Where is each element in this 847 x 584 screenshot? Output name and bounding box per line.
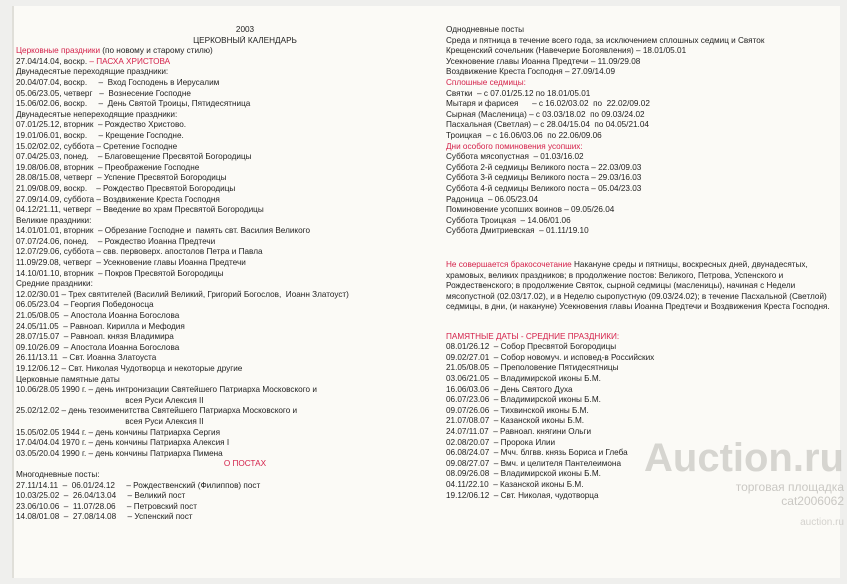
left-line	[16, 46, 434, 57]
right-line: Суббота 3-й седмицы Великого поста – 29.03/16.03	[446, 173, 642, 183]
memorial-item: 21.05/08.05 – Преполовение Пятидесятницы	[446, 363, 619, 373]
right-line: Пасхальная (Светлая) – с 28.04/15.04 по 04.05/21.04	[446, 120, 649, 130]
right-line: Сырная (Масленица) – с 03.03/18.02 по 09.03/24.02	[446, 109, 645, 119]
right-line: Мытаря и фарисея – с 16.02/03.02 по 22.02/09.02	[446, 99, 650, 109]
left-line: 28.07/15.07 – Равноап. князя Владимира	[16, 332, 174, 342]
left-line: 14.10/01.10, вторник – Покров Пресвятой Богородицы	[16, 268, 224, 278]
memorial-item: 09.02/27.01 – Собор новомуч. и исповед-в Российских	[446, 352, 655, 362]
left-line: 04.12/21.11, четверг – Введение во храм Пресвятой Богородицы	[16, 205, 264, 215]
left-line: 26.11/13.11 – Свт. Иоанна Златоуста	[16, 353, 157, 363]
left-line: 10.03/25.02 – 26.04/13.04 – Великий пост	[16, 491, 186, 501]
left-line: 07.04/25.03, понед. – Благовещение Пресвятой Богородицы	[16, 152, 252, 162]
left-line: 10.06/28.05 1990 г. – день интронизации Святейшего Патриарха Московского и	[16, 385, 317, 395]
watermark	[644, 436, 847, 530]
right-line: Святки – с 07.01/25.12 по 18.01/05.01	[446, 88, 591, 98]
left-line: 19.08/06.08, вторник – Преображение Господне	[16, 162, 200, 172]
left-line: 14.08/01.08 – 27.08/14.08 – Успенский пост	[16, 512, 193, 522]
wedding-note-text: Накануне среды и пятницы, воскресных дней, двунадесятых, храмовых, великих праздников; в продолжение постов: Великого, Петрова, Успенского и Рождественского; в продолжение Святок, сырной седмицы (масленицы), начиная с Недели мясопустной (02.03/17.02), и в Неделю сыропустную (09.03/24.02); в течение Пасхальной (Светлой) седмицы, в дни, (и накануне) Усекновения главы Иоанна Предтечи и Воздвижения Креста Господня.	[446, 260, 830, 312]
left-line: 20.04/07.04, воскр. – Вход Господень в Иерусалим	[16, 77, 220, 87]
left-line: 15.05/02.05 1944 г. – день кончины Патриарха Сергия	[16, 427, 221, 437]
year-line: 2003	[235, 25, 255, 34]
left-line: 24.05/11.05 – Равноап. Кирилла и Мефодия	[16, 321, 185, 331]
memorial-item: 08.01/26.12 – Собор Пресвятой Богородицы	[446, 342, 617, 352]
right-line: Поминовение усопших воинов – 09.05/26.04	[446, 205, 615, 215]
right-line: Крещенский сочельник (Навечерие Богоявления) – 18.01/05.01	[446, 46, 687, 56]
right-line: Однодневные посты	[446, 25, 525, 34]
left-line: всея Руси Алексия II	[16, 416, 204, 426]
memorial-item: 21.07/08.07 – Казанской иконы Б.М.	[446, 416, 585, 426]
left-line: 09.10/26.09 – Апостола Иоанна Богослова	[16, 342, 180, 352]
left-line: О ПОСТАХ	[223, 459, 267, 469]
left-column	[16, 25, 434, 523]
left-text: (по новому и старому стилю)	[100, 46, 213, 56]
left-line: 07.01/25.12, вторник – Рождество Христово.	[16, 120, 187, 130]
left-red-text: – ПАСХА ХРИСТОВА	[89, 56, 171, 66]
right-line: Усекновение главы Иоанна Предтечи – 11.09/29.08	[446, 56, 641, 66]
left-line: 15.02/02.02, суббота – Сретение Господне	[16, 141, 178, 151]
left-line: 05.06/23.05, четверг – Вознесение Господне	[16, 88, 191, 98]
left-line: 25.02/12.02 – день тезоименитства Святейшего Патриарха Московского и	[16, 406, 298, 416]
left-line: Средние праздники:	[16, 279, 93, 289]
left-line: 12.07/29.06, суббота – свв. первоверх. апостолов Петра и Павла	[16, 247, 263, 257]
memorial-heading: ПАМЯТНЫЕ ДАТЫ - СРЕДНИЕ ПРАЗДНИКИ:	[446, 331, 620, 341]
right-line: Воздвижение Креста Господня – 27.09/14.09	[446, 67, 616, 77]
memorial-item: 03.06/21.05 – Владимирской иконы Б.М.	[446, 374, 601, 383]
memorial-item: 09.08/27.07 – Вмч. и целителя Пантелеимона	[446, 458, 622, 468]
memorial-item: 16.06/03.06 – День Святого Духа	[446, 384, 573, 394]
left-line: 19.12/06.12 – Свт. Николая Чудотворца и некоторые другие	[16, 364, 243, 373]
right-line: Суббота 2-й седмицы Великого поста – 22.03/09.03	[446, 162, 642, 172]
left-text: 27.04/14.04, воскр.	[16, 56, 90, 66]
left-line: 27.09/14.09, суббота – Воздвижение Креста Господня	[16, 194, 220, 204]
memorial-item: 09.07/26.06 – Тихвинской иконы Б.М.	[446, 405, 589, 415]
left-lines	[16, 46, 434, 523]
left-line: Двунадесятые непереходящие праздники:	[16, 109, 178, 119]
right-line: Суббота мясопустная – 01.03/16.02	[446, 152, 584, 162]
left-line: 23.06/10.06 – 11.07/28.06 – Петровский пост	[16, 501, 197, 511]
left-line: 12.02/30.01 – Трех святителей (Василий Великий, Григорий Богослов, Иоанн Златоуст)	[16, 289, 349, 299]
right-column	[446, 25, 836, 501]
left-line: 21.05/08.05 – Апостола Иоанна Богослова	[16, 311, 180, 321]
left-line: 03.05/20.04 1990 г. – день кончины Патриарха Пимена	[16, 448, 223, 458]
wedding-note	[446, 260, 836, 313]
left-line: 28.08/15.08, четверг – Успение Пресвятой Богородицы	[16, 173, 227, 183]
right-line: Дни особого поминовения усопших:	[446, 141, 583, 151]
right-line: Среда и пятница в течение всего года, за исключением сплошных седмиц и Святок	[446, 35, 765, 45]
left-line: 17.04/04.04 1970 г. – день кончины Патриарха Алексия I	[16, 438, 230, 448]
wedding-note-heading: Не совершается бракосочетание	[446, 260, 572, 270]
right-lines	[446, 25, 836, 258]
watermark-lot: cat2006062	[781, 494, 844, 508]
memorial-item: 08.09/26.08 – Владимирской иконы Б.М.	[446, 469, 601, 479]
memorial-item: 04.11/22.10 – Казанской иконы Б.М.	[446, 479, 584, 489]
memorial-item: 06.07/23.06 – Владимирской иконы Б.М.	[446, 395, 601, 405]
left-line: Двунадесятые переходящие праздники:	[16, 67, 169, 77]
left-line: Многодневные посты:	[16, 469, 100, 479]
right-line: Троицкая – с 16.06/03.06 по 22.06/09.06	[446, 130, 602, 140]
calendar-title: ЦЕРКОВНЫЙ КАЛЕНДАРЬ	[193, 35, 297, 45]
right-line	[446, 237, 836, 248]
left-line: всея Руси Алексия II	[16, 395, 204, 405]
right-line: Сплошные седмицы:	[446, 77, 526, 87]
left-line: 27.11/14.11 – 06.01/24.12 – Рождественский (Филиппов) пост	[16, 480, 261, 490]
left-line: 19.01/06.01, воскр. – Крещение Господне.	[16, 130, 184, 140]
left-red-text: Церковные праздники	[16, 46, 101, 56]
memorial-item: 06.08/24.07 – Мчч. блгвв. князь Бориса и Глеба	[446, 448, 628, 458]
right-line: Суббота Троицкая – 14.06/01.06	[446, 215, 571, 225]
left-line: 15.06/02.06, воскр. – День Святой Троицы, Пятидесятница	[16, 99, 251, 109]
left-line: Церковные памятные даты	[16, 374, 120, 384]
right-line: Радоница – 06.05/23.04	[446, 194, 539, 204]
watermark-sub: торговая площадка	[735, 480, 844, 494]
watermark-brand: Auction.ru	[644, 436, 844, 480]
memorial-item: 24.07/11.07 – Равноап. княгини Ольги	[446, 426, 592, 436]
memorial-item: 19.12/06.12 – Свт. Николая, чудотворца	[446, 490, 599, 500]
right-line	[446, 247, 836, 258]
memorial-item: 02.08/20.07 – Пророка Илии	[446, 437, 556, 447]
left-line: 21.09/08.09, воскр. – Рождество Пресвятой Богородицы	[16, 183, 236, 193]
right-line: Суббота 4-й седмицы Великого поста – 05.04/23.03	[446, 183, 642, 193]
left-line: Великие праздники:	[16, 215, 92, 225]
left-line: 07.07/24.06, понед. – Рождество Иоанна Предтечи	[16, 236, 216, 246]
left-line: 11.09/29.08, четверг – Усекновение главы Иоанна Предтечи	[16, 258, 246, 268]
calendar-card	[12, 6, 844, 578]
right-line: Суббота Дмитриевская – 01.11/19.10	[446, 226, 589, 236]
left-line: 06.05/23.04 – Георгия Победоносца	[16, 300, 154, 310]
left-line: 14.01/01.01, вторник – Обрезание Господне и память свт. Василия Великого	[16, 226, 311, 236]
watermark-site: auction.ru	[800, 517, 844, 528]
left-line	[16, 57, 434, 68]
